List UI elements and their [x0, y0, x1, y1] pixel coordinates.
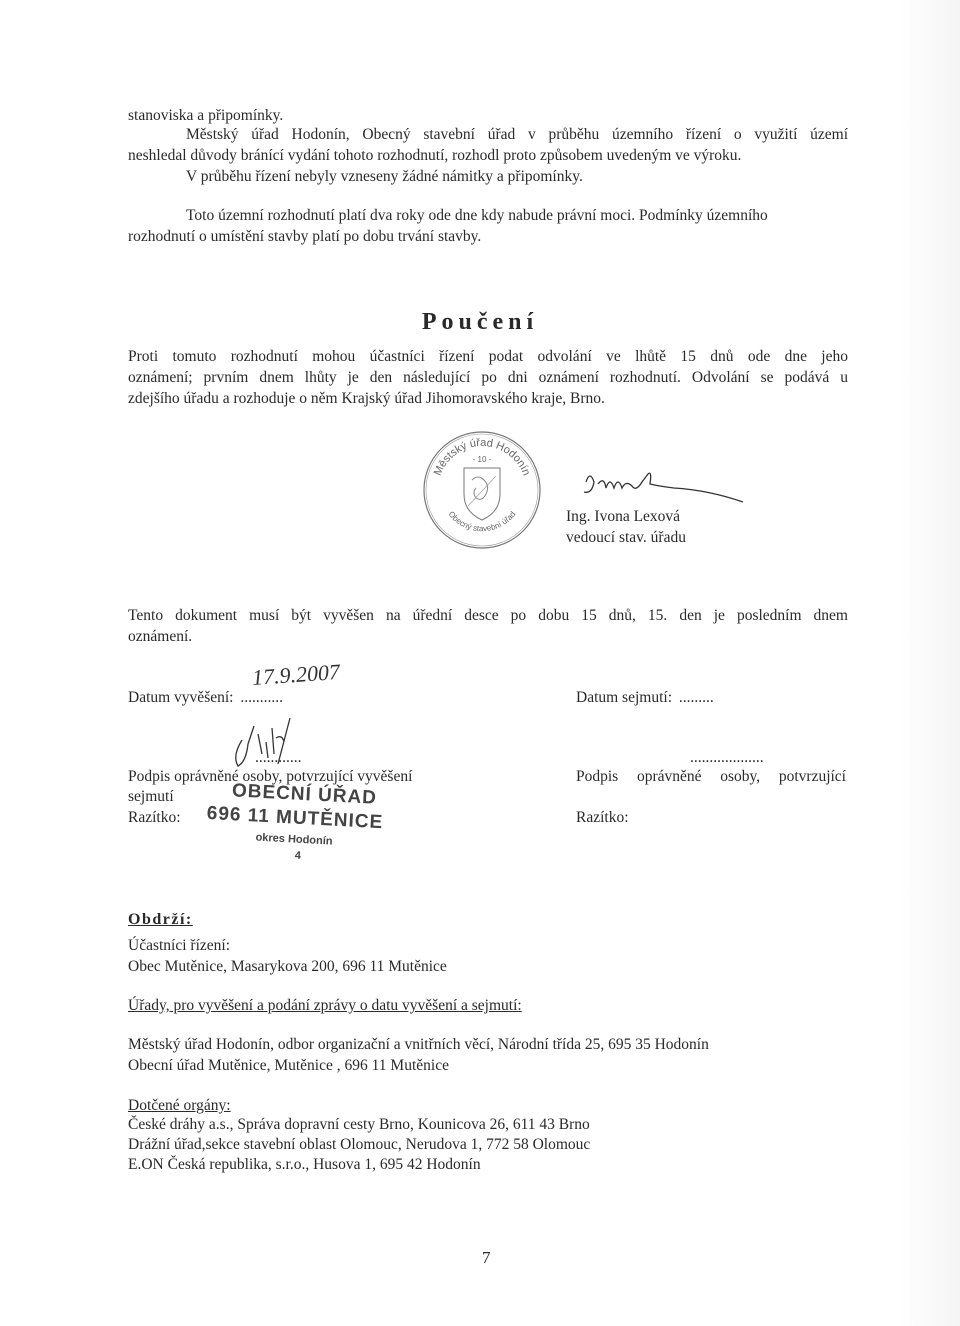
office-stamp-line-3: okres Hodonín — [255, 831, 333, 848]
authority-1: České dráhy a.s., Správa dopravní cesty Brno, Kounicova 26, 611 43 Brno — [128, 1116, 590, 1133]
stamp-bottom-text: Obecný stavební úřad — [446, 509, 518, 534]
page-number: 7 — [482, 1248, 491, 1267]
posted-date-handwritten: 17.9.2007 — [251, 658, 341, 691]
coat-of-arms-icon — [464, 468, 500, 520]
stamp-top-text: Městský úřad Hodonín — [431, 436, 533, 478]
left-stamp-label: Razítko: — [128, 809, 181, 826]
office-stamp-line-1: OBECNÍ ÚŘAD — [231, 780, 378, 809]
continued-text: stanoviska a připomínky. — [128, 107, 284, 124]
left-sign-label-2: sejmutí — [128, 788, 174, 805]
offices-label: Úřady, pro vyvěšení a podání zprávy o datu vyvěšení a sejmutí: — [128, 997, 522, 1014]
pouceni-line-1: Proti tomuto rozhodnutí mohou účastníci řízení podat odvolání ve lhůtě 15 dnů ode dne jeho — [128, 348, 848, 365]
participant-1: Obec Mutěnice, Masarykova 200, 696 11 Mutěnice — [128, 958, 447, 975]
removed-dots: ......... — [678, 689, 714, 706]
decision-line-2: neshledal důvody bránící vydání tohoto rozhodnutí, rozhodl proto způsobem uvedeným ve výroku. — [128, 147, 742, 164]
validity-line-2: rozhodnutí o umístění stavby platí po dobu trvání stavby. — [128, 228, 482, 245]
removed-label-text: Datum sejmutí: — [576, 689, 673, 706]
scan-edge-shadow — [900, 0, 960, 1326]
right-stamp-label: Razítko: — [576, 809, 629, 826]
pouceni-heading: Poučení — [421, 309, 539, 335]
pouceni-line-3: zdejšího úřadu a rozhoduje o něm Krajský úřad Jihomoravského kraje, Brno. — [128, 390, 605, 407]
posted-dots: ........... — [240, 689, 283, 706]
pouceni-line-2: oznámení; prvním dnem lhůty je den následující po dni oznámení rozhodnutí. Odvolání se podává u — [128, 369, 848, 386]
round-official-stamp — [420, 428, 544, 552]
right-sign-label: Podpis oprávněné osoby, potvrzující — [576, 768, 846, 785]
stamp-number: - 10 - — [472, 455, 492, 464]
removed-date-label — [576, 688, 714, 708]
recipients-heading: Obdrží: — [128, 911, 193, 928]
office-stamp-line-2: 696 11 MUTĚNICE — [206, 802, 384, 834]
office-2: Obecní úřad Mutěnice, Mutěnice , 696 11 Mutěnice — [128, 1057, 449, 1074]
participants-label: Účastníci řízení: — [128, 937, 230, 954]
posted-label-text: Datum vyvěšení: — [128, 689, 234, 706]
office-stamp — [196, 779, 411, 885]
authority-2: Drážní úřad,sekce stavební oblast Olomouc, Nerudova 1, 772 58 Olomouc — [128, 1136, 591, 1153]
signatory-title: vedoucí stav. úřadu — [566, 529, 686, 546]
signature-lexova — [578, 462, 748, 512]
posted-date-label — [128, 688, 283, 708]
office-1: Městský úřad Hodonín, odbor organizační a vnitřních věcí, Národní třída 25, 695 35 Hodonín — [128, 1036, 709, 1053]
left-sign-label: Podpis oprávněné osoby, potvrzující vyvěšení — [128, 768, 413, 785]
notice-line-2: oznámení. — [128, 628, 193, 645]
objections-text: V průběhu řízení nebyly vzneseny žádné námitky a připomínky. — [186, 168, 583, 185]
signatory-name: Ing. Ivona Lexová — [566, 508, 681, 525]
authorities-label: Dotčené orgány: — [128, 1097, 231, 1114]
svg-text:Obecný stavební úřad — [447, 510, 518, 534]
validity-line-1: Toto územní rozhodnutí platí dva roky ode dne kdy nabude právní moci. Podmínky územního — [186, 207, 768, 224]
office-stamp-line-4: 4 — [294, 849, 302, 862]
right-signature-dots: ................... — [690, 749, 764, 766]
left-signature-dots: ............ — [255, 749, 302, 766]
authority-3: E.ON Česká republika, s.r.o., Husova 1, 695 42 Hodonín — [128, 1156, 481, 1173]
notice-line-1: Tento dokument musí být vyvěšen na úřední desce po dobu 15 dnů, 15. den je posledním dnem — [128, 607, 848, 624]
decision-line-1: Městský úřad Hodonín, Obecný stavební úřad v průběhu územního řízení o využití území — [186, 126, 848, 143]
